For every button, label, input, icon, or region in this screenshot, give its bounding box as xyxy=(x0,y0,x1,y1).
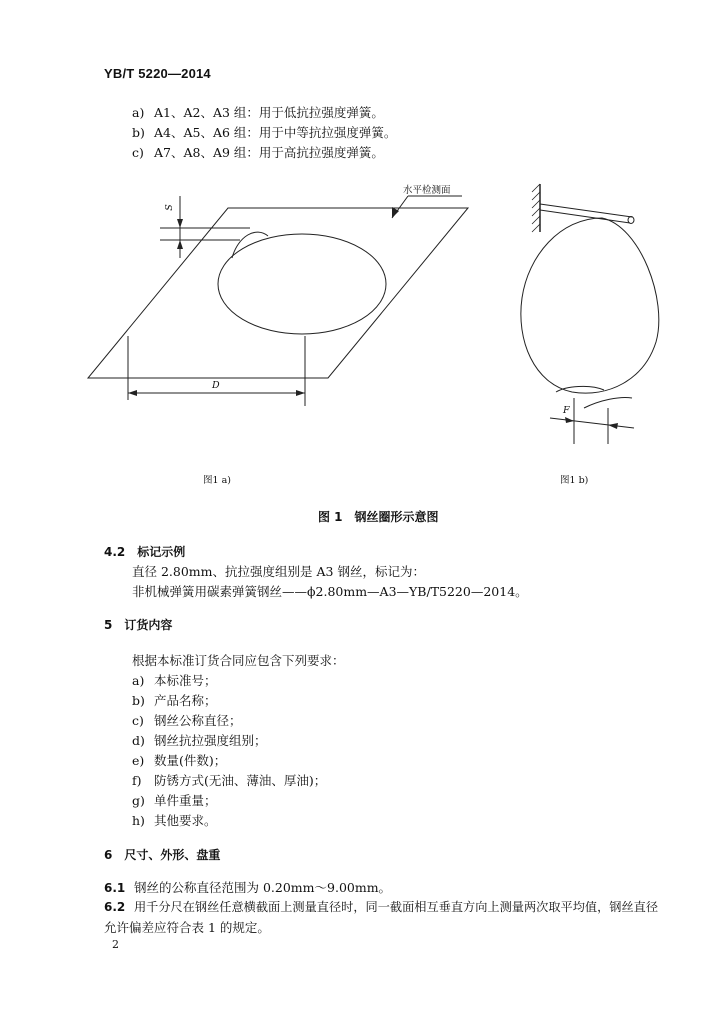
s-label: S xyxy=(163,204,175,211)
order-item-f xyxy=(132,771,326,789)
group-marker: b) xyxy=(132,125,145,140)
order-item-c xyxy=(132,711,242,729)
order-text: 本标准号； xyxy=(154,673,217,688)
order-text: 数量(件数)； xyxy=(154,753,227,768)
para-number: 6.2 xyxy=(104,900,126,914)
group-text: A7、A8、A9 组：用于高抗拉强度弹簧。 xyxy=(154,145,384,160)
order-item-h xyxy=(132,811,217,829)
order-text: 其他要求。 xyxy=(154,813,217,828)
order-marker: c) xyxy=(132,713,144,728)
order-marker: f) xyxy=(132,773,142,788)
section-6-heading: 6 尺寸、外形、盘重 xyxy=(104,848,221,862)
section-4-2-line-2: 非机械弹簧用碳素弹簧钢丝——ϕ2.80mm—A3—YB/T5220—2014。 xyxy=(132,584,528,599)
para-text: 用千分尺在钢丝任意横截面上测量直径时，同一截面相互垂直方向上测量两次取平均值，钢丝直径 xyxy=(134,900,659,914)
horizontal-plane-shape xyxy=(88,208,468,378)
para-6-1 xyxy=(104,878,391,896)
wire-coil-hanging xyxy=(521,218,659,393)
order-marker: g) xyxy=(132,793,145,808)
group-text: A4、A5、A6 组：用于中等抗拉强度弹簧。 xyxy=(154,125,397,140)
order-text: 防锈方式(无油、薄油、厚油)； xyxy=(154,773,327,788)
order-text: 单件重量； xyxy=(154,793,217,808)
order-item-b xyxy=(132,691,217,709)
order-text: 产品名称； xyxy=(154,693,217,708)
wire-coil-ellipse-a xyxy=(218,234,386,334)
page-number: 2 xyxy=(112,938,119,951)
group-text: A1、A2、A3 组：用于低抗拉强度弹簧。 xyxy=(154,105,384,120)
order-item-d xyxy=(132,731,267,749)
order-marker: a) xyxy=(132,673,145,688)
f-label: F xyxy=(563,405,570,416)
horizontal-plane-label: 水平检测面 xyxy=(403,185,451,196)
order-marker: h) xyxy=(132,813,145,828)
wall-hatching xyxy=(532,184,540,232)
order-item-a xyxy=(132,671,217,689)
order-item-e xyxy=(132,751,226,769)
order-marker: d) xyxy=(132,733,145,748)
group-marker: c) xyxy=(132,145,144,160)
para-number: 6.1 xyxy=(104,881,126,895)
wire-end-2 xyxy=(584,397,632,408)
support-rod-end xyxy=(628,217,634,224)
para-6-2 xyxy=(104,898,684,915)
wire-end-1 xyxy=(556,386,604,392)
section-4-2-heading: 4.2 标记示例 xyxy=(104,545,186,559)
para-text: 钢丝的公称直径范围为 0.20mm～9.00mm。 xyxy=(134,880,392,895)
section-5-heading: 5 订货内容 xyxy=(104,618,173,632)
figure-caption-b: 图1 b) xyxy=(560,475,589,486)
order-text: 钢丝公称直径； xyxy=(154,713,242,728)
order-item-g xyxy=(132,791,217,809)
section-4-2-line-1: 直径 2.80mm、抗拉强度组别是 A3 钢丝，标记为： xyxy=(132,564,425,579)
order-text: 钢丝抗拉强度组别； xyxy=(154,733,267,748)
order-marker: b) xyxy=(132,693,145,708)
f-dimension-line xyxy=(550,418,634,428)
section-5-intro: 根据本标准订货合同应包含下列要求： xyxy=(132,653,345,668)
standard-code-header: YB/T 5220—2014 xyxy=(104,66,211,81)
order-marker: e) xyxy=(132,753,145,768)
figure-caption-a: 图1 a) xyxy=(203,475,231,486)
para-6-2-continued: 允许偏差应符合表 1 的规定。 xyxy=(104,920,270,935)
d-label: D xyxy=(212,380,220,391)
figure-title: 图 1 钢丝圈形示意图 xyxy=(318,510,439,524)
support-rod-top xyxy=(540,204,632,217)
support-rod-bottom xyxy=(540,210,630,223)
group-marker: a) xyxy=(132,105,145,120)
